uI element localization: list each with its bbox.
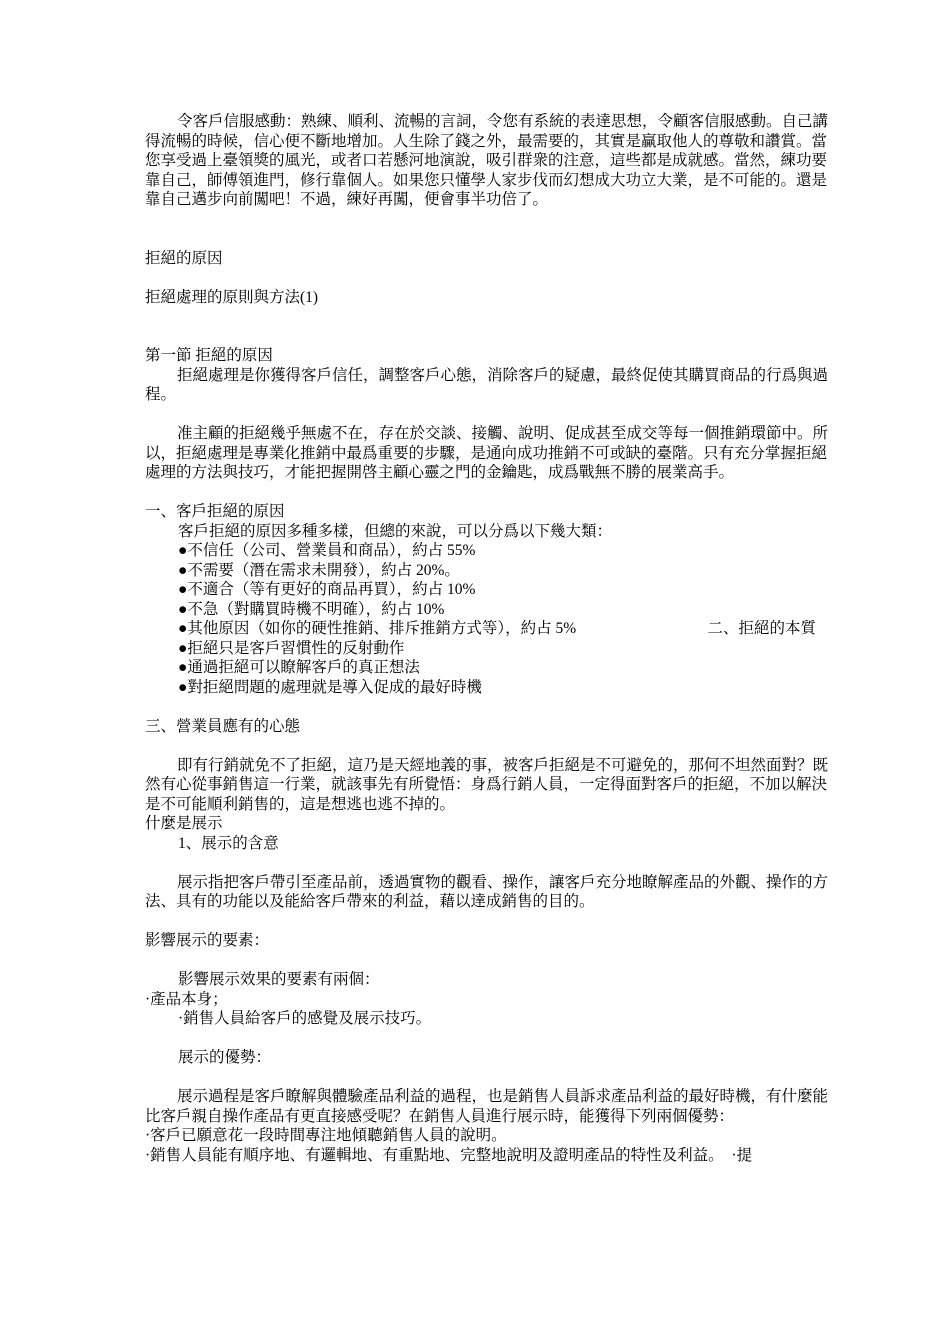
advantage-item: ·銷售人員能有順序地、有邏輯地、有重點地、完整地說明及證明產品的特性及利益。 ·提 [145, 1146, 753, 1164]
bullet-item: ●不信任（公司、營業員和商品），約占 55% [178, 542, 476, 559]
part2-title: 二、拒絕的本質 [707, 620, 816, 637]
factor-item: ·產品本身； [145, 990, 228, 1008]
factors-intro: 影響展示效果的要素有兩個： [178, 971, 380, 988]
essence-bullet: ●拒絕只是客戶習慣性的反射動作 [178, 639, 405, 657]
essence-bullet: ●對拒絕問題的處理就是導入促成的最好時機 [178, 678, 482, 696]
section1-paragraph-2: 准主顧的拒絕幾乎無處不在，存在於交談、接觸、說明、促成甚至成交等每一個推銷環節中。所以，拒絕處理是專業化推銷中最爲重要的步驟，是通向成功推銷不可或缺的臺階。只有充分掌握拒絕處理的方法與技巧，才能把握開啓主顧心靈之門的金鑰匙，成爲戰無不勝的展業高手。 [145, 425, 829, 481]
factor-item: ·銷售人員給客戶的感覺及展示技巧。 [178, 1010, 432, 1027]
factors-title: 影響展示的要素： [145, 932, 270, 949]
show-subtitle: 1、展示的含意 [178, 834, 279, 852]
essence-bullet: ●通過拒絕可以瞭解客戶的真正想法 [178, 659, 420, 676]
show-paragraph: 展示指把客戶帶引至產品前，透過實物的觀看、操作，讓客戶充分地瞭解產品的外觀、操作的方法、具有的功能以及能給客戶帶來的利益，藉以達成銷售的目的。 [145, 873, 829, 910]
bullet-item: ●不需要（潛在需求未開發），約占 20%。 [178, 561, 460, 579]
bullet-item: ●不適合（等有更好的商品再買），約占 10% [178, 581, 476, 598]
advantages-paragraph: 展示過程是客戶瞭解與體驗產品利益的過程，也是銷售人員訴求產品利益的最好時機，有什麼能比客戶親自操作產品有更直接感受呢？在銷售人員進行展示時，能獲得下列兩個優勢： [145, 1088, 829, 1125]
part3-title: 三、營業員應有的心態 [145, 717, 301, 735]
show-title: 什麼是展示 [145, 815, 223, 832]
heading-rejection-reasons: 拒絕的原因 [145, 249, 223, 267]
intro-paragraph: 令客戶信服感動：熟練、順利、流暢的言詞，令您有系統的表達思想，令顧客信服感動。自己講得流暢的時候，信心便不斷地增加。人生除了錢之外，最需要的，其實是贏取他人的尊敬和讚賞。當您享受過上臺領獎的風光，或者口若懸河地演說，吸引群衆的注意，這些都是成就感。當然，練功要靠自己，師傅領進門，修行靠個人。如果您只懂學人家步伐而幻想成大功立大業，是不可能的。還是靠自己邁步向前闖吧！不過，練好再闖，便會事半功倍了。 [145, 113, 829, 208]
advantage-item: ·客戶已願意花一段時間專注地傾聽銷售人員的說明。 [145, 1127, 507, 1144]
advantages-title: 展示的優勢： [178, 1049, 272, 1066]
section1-title: 第一節 拒絕的原因 [145, 347, 273, 364]
heading-rejection-principles: 拒絕處理的原則與方法(1) [145, 288, 319, 306]
bullet-row-other [145, 619, 816, 639]
document-page [145, 112, 835, 1165]
bullet-item: ●其他原因（如你的硬性推銷、排斥推銷方式等），約占 5% [178, 620, 577, 637]
bullet-item: ●不急（對購買時機不明確），約占 10% [178, 600, 445, 618]
part1-intro: 客戶拒絕的原因多種多樣，但總的來說，可以分爲以下幾大類： [178, 522, 613, 540]
part1-title: 一、客戶拒絕的原因 [145, 503, 285, 520]
part3-paragraph: 即有行銷就免不了拒絕，這乃是天經地義的事，被客戶拒絕是不可避免的，那何不坦然面對？既然有心從事銷售這一行業，就該事先有所覺悟：身爲行銷人員，一定得面對客戶的拒絕，不加以解決是不可能順利銷售的，這是想逃也逃不掉的。 [145, 756, 829, 813]
section1-paragraph-1: 拒絕處理是你獲得客戶信任，調整客戶心態，消除客戶的疑慮，最終促使其購買商品的行爲與過程。 [145, 366, 829, 403]
